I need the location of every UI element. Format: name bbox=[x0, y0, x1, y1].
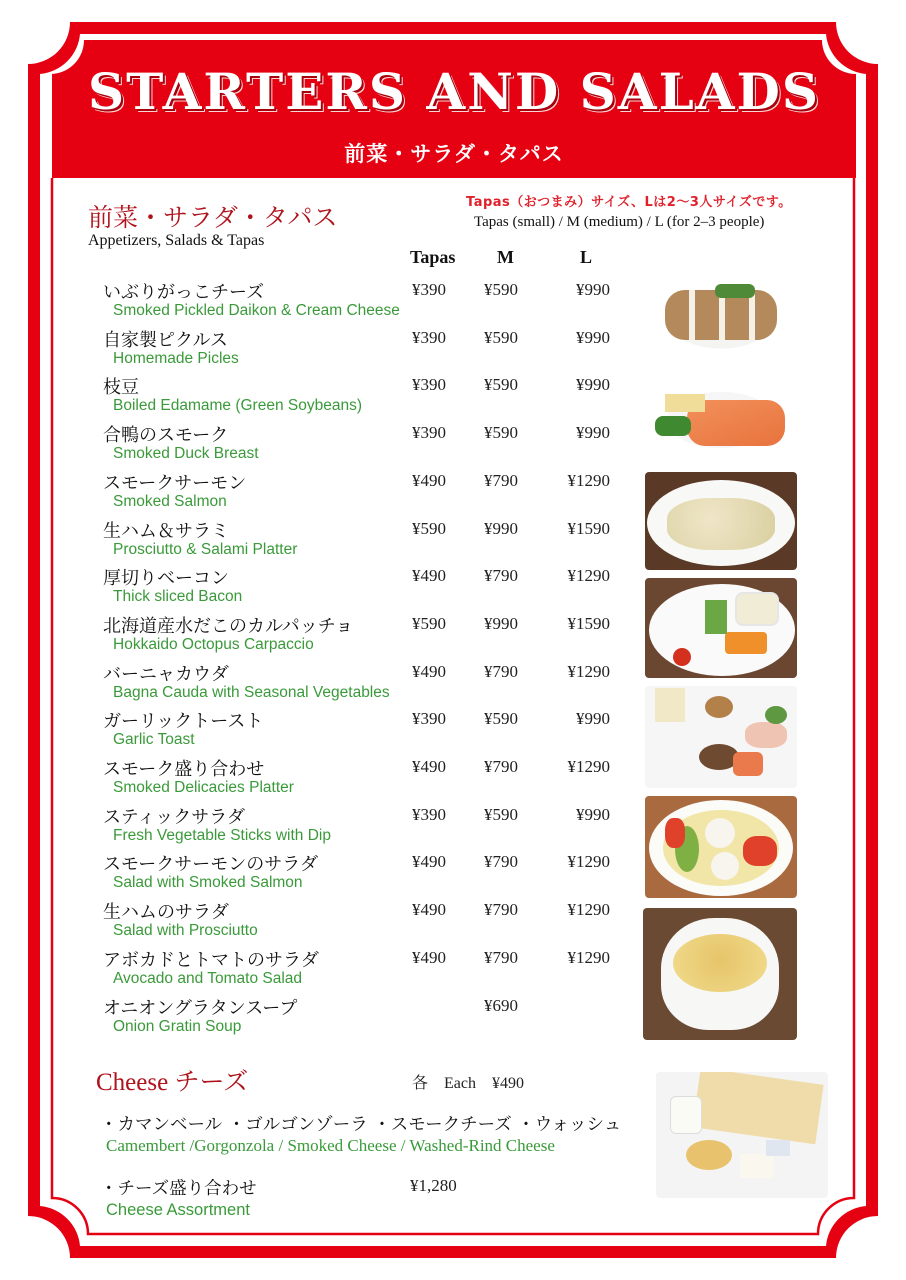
price-tapas: ¥590 bbox=[412, 613, 446, 633]
price-l: ¥1290 bbox=[567, 661, 610, 681]
menu-item-name-en: Salad with Smoked Salmon bbox=[113, 874, 303, 892]
menu-item-name-en: Smoked Pickled Daikon & Cream Cheese bbox=[113, 302, 400, 319]
menu-item-name-en: Avocado and Tomato Salad bbox=[113, 969, 303, 987]
menu-item-name-jp: 厚切りベーコン bbox=[103, 568, 229, 590]
menu-item-name-en: Prosciutto & Salami Platter bbox=[113, 540, 298, 558]
menu-item-name-en: Smoked Delicacies Platter bbox=[113, 779, 294, 796]
menu-item-name-jp: 枝豆 bbox=[103, 377, 139, 399]
menu-item-name-en: Salad with Prosciutto bbox=[113, 922, 258, 940]
price-tapas: ¥490 bbox=[412, 900, 446, 920]
price-m: ¥790 bbox=[484, 947, 518, 967]
price-l: ¥1290 bbox=[567, 852, 610, 872]
menu-item-name-jp: スモーク盛り合わせ bbox=[103, 759, 265, 780]
price-tapas: ¥390 bbox=[412, 327, 446, 347]
price-m: ¥990 bbox=[484, 518, 518, 538]
price-l: ¥990 bbox=[576, 709, 610, 729]
column-header-l: L bbox=[580, 247, 593, 267]
menu-item bbox=[0, 278, 640, 326]
menu-item-name-jp: 合鴨のスモーク bbox=[103, 425, 229, 447]
cheese-assortment-jp: ・チーズ盛り合わせ bbox=[100, 1179, 257, 1199]
menu-item bbox=[0, 994, 640, 1042]
cheese-list-jp: ・カマンベール ・ゴルゴンゾーラ ・スモークチーズ ・ウォッシュ bbox=[100, 1115, 622, 1135]
menu-item-name-jp: スティックサラダ bbox=[103, 806, 246, 828]
menu-item bbox=[0, 612, 640, 660]
price-m: ¥590 bbox=[484, 327, 518, 347]
menu-item bbox=[0, 850, 640, 898]
menu-item-name-jp: オニオングラタンスープ bbox=[103, 997, 298, 1019]
price-m: ¥790 bbox=[484, 566, 518, 586]
price-tapas: ¥390 bbox=[412, 280, 446, 299]
price-l: ¥1290 bbox=[567, 947, 610, 967]
price-m: ¥590 bbox=[484, 423, 518, 443]
price-m: ¥790 bbox=[484, 757, 518, 776]
price-tapas: ¥490 bbox=[412, 470, 446, 490]
menu-item-name-jp: 生ハム＆サラミ bbox=[103, 520, 229, 542]
menu-item-name-en: Fresh Vegetable Sticks with Dip bbox=[113, 826, 331, 844]
cheese-section-title: Cheese チーズ bbox=[96, 1069, 249, 1096]
menu-item-name-jp: 北海道産水だこのカルパッチョ bbox=[103, 615, 354, 637]
menu-item-name-jp: 自家製ピクルス bbox=[103, 329, 228, 351]
menu-item bbox=[0, 898, 640, 946]
column-header-m: M bbox=[497, 247, 514, 267]
price-m: ¥790 bbox=[484, 661, 518, 681]
menu-item-name-en: Garlic Toast bbox=[113, 731, 195, 749]
menu-item-name-jp: スモークサーモン bbox=[103, 472, 247, 494]
menu-item-name-en: Smoked Duck Breast bbox=[113, 445, 259, 463]
price-tapas: ¥490 bbox=[412, 757, 446, 776]
price-tapas: ¥490 bbox=[412, 947, 446, 967]
price-l: ¥990 bbox=[576, 804, 610, 824]
cheese-list-en: Camembert /Gorgonzola / Smoked Cheese / Washed-Rind Cheese bbox=[106, 1136, 555, 1155]
menu-item-name-jp: 生ハムのサラダ bbox=[103, 902, 229, 924]
menu-item bbox=[0, 660, 640, 708]
price-l: ¥1590 bbox=[567, 613, 610, 633]
price-m: ¥690 bbox=[484, 995, 518, 1015]
bagna-cauda-photo bbox=[645, 578, 797, 678]
price-tapas: ¥490 bbox=[412, 852, 446, 872]
menu-item bbox=[0, 803, 640, 851]
onion-gratin-soup-photo bbox=[643, 908, 797, 1040]
price-l: ¥990 bbox=[576, 375, 610, 395]
menu-item bbox=[0, 421, 640, 469]
menu-item bbox=[0, 373, 640, 421]
price-l: ¥1290 bbox=[567, 566, 610, 586]
price-l: ¥990 bbox=[576, 280, 610, 299]
octopus-carpaccio-photo bbox=[645, 472, 797, 570]
section-title-en: Appetizers, Salads & Tapas bbox=[88, 232, 265, 249]
price-m: ¥790 bbox=[484, 852, 518, 872]
smoked-salmon-photo bbox=[645, 376, 797, 464]
menu-item bbox=[0, 469, 640, 517]
cheese-plate-photo bbox=[656, 1072, 828, 1198]
menu-item-name-en: Smoked Salmon bbox=[113, 492, 227, 510]
price-l: ¥1590 bbox=[567, 518, 610, 538]
iburigakko-cheese-photo bbox=[645, 270, 797, 366]
price-m: ¥990 bbox=[484, 613, 518, 633]
page-title: STARTERS AND SALADS bbox=[87, 62, 821, 121]
price-l: ¥1290 bbox=[567, 900, 610, 920]
page-subtitle: 前菜・サラダ・タパス bbox=[344, 142, 564, 166]
menu-item-name-jp: いぶりがっこチーズ bbox=[103, 282, 265, 303]
price-m: ¥790 bbox=[484, 470, 518, 490]
price-l: ¥1290 bbox=[567, 757, 610, 776]
smoked-platter-photo bbox=[645, 686, 797, 788]
price-l: ¥990 bbox=[576, 327, 610, 347]
price-l: ¥1290 bbox=[567, 470, 610, 490]
avocado-tomato-salad-photo bbox=[645, 796, 797, 898]
price-tapas: ¥390 bbox=[412, 709, 446, 729]
menu-item-name-jp: スモークサーモンのサラダ bbox=[103, 854, 319, 876]
size-note-jp: Tapas（おつまみ）サイズ、Lは2～3人サイズです。 bbox=[466, 195, 792, 210]
cheese-each-price: 各 Each ¥490 bbox=[412, 1075, 524, 1092]
price-tapas: ¥390 bbox=[412, 423, 446, 443]
menu-item bbox=[0, 946, 640, 994]
price-tapas: ¥490 bbox=[412, 661, 446, 681]
menu-item-name-jp: ガーリックトースト bbox=[103, 711, 264, 733]
price-m: ¥590 bbox=[484, 375, 518, 395]
menu-item bbox=[0, 707, 640, 755]
menu-item-name-en: Boiled Edamame (Green Soybeans) bbox=[113, 397, 362, 415]
menu-item bbox=[0, 564, 640, 612]
price-tapas: ¥390 bbox=[412, 375, 446, 395]
size-note-en: Tapas (small) / M (medium) / L (for 2–3 people) bbox=[474, 214, 765, 230]
price-m: ¥590 bbox=[484, 280, 518, 299]
cheese-assortment-price: ¥1,280 bbox=[410, 1176, 457, 1195]
price-m: ¥590 bbox=[484, 804, 518, 824]
price-tapas: ¥590 bbox=[412, 518, 446, 538]
menu-item-name-en: Onion Gratin Soup bbox=[113, 1017, 242, 1035]
menu-item-name-jp: アボカドとトマトのサラダ bbox=[103, 949, 319, 971]
menu-item-name-en: Thick sliced Bacon bbox=[113, 588, 243, 606]
cheese-assortment-en: Cheese Assortment bbox=[106, 1201, 250, 1219]
price-m: ¥790 bbox=[484, 900, 518, 920]
menu-item-name-en: Homemade Picles bbox=[113, 349, 239, 367]
price-tapas: ¥490 bbox=[412, 566, 446, 586]
price-l: ¥990 bbox=[576, 423, 610, 443]
column-header-tapas: Tapas bbox=[410, 247, 456, 267]
menu-item bbox=[0, 326, 640, 374]
menu-item-name-en: Bagna Cauda with Seasonal Vegetables bbox=[113, 683, 390, 701]
price-m: ¥590 bbox=[484, 709, 518, 729]
menu-item bbox=[0, 517, 640, 565]
menu-item bbox=[0, 755, 640, 803]
price-tapas: ¥390 bbox=[412, 804, 446, 824]
menu-item-name-jp: バーニャカウダ bbox=[103, 663, 229, 685]
section-title-jp: 前菜・サラダ・タパス bbox=[88, 205, 338, 232]
menu-item-name-en: Hokkaido Octopus Carpaccio bbox=[113, 635, 314, 653]
